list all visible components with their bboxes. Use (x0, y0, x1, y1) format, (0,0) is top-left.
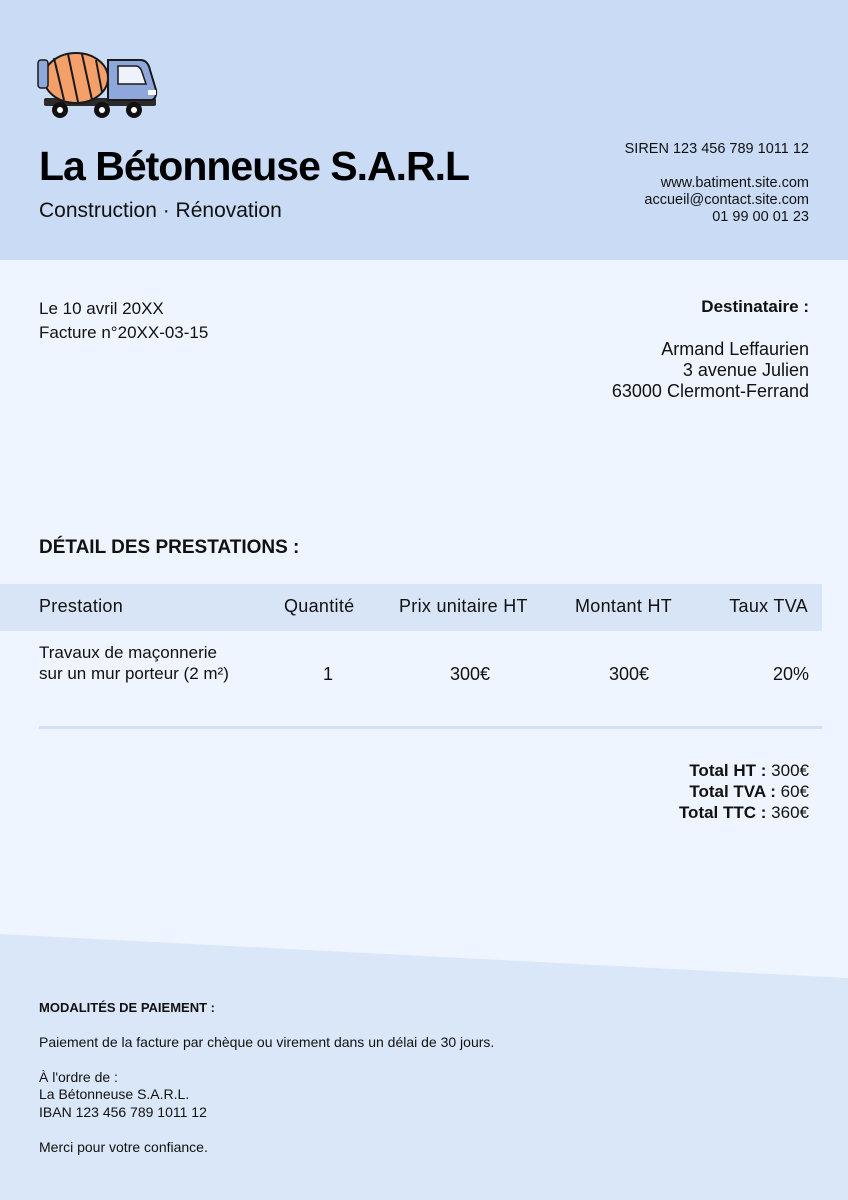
column-header-taux-tva: Taux TVA (729, 596, 808, 616)
table-divider (39, 726, 822, 729)
invoice-date: Le 10 avril 20XX (39, 299, 164, 318)
recipient-block (612, 296, 809, 402)
column-header-prix-unitaire: Prix unitaire HT (399, 596, 528, 616)
payment-payee: La Bétonneuse S.A.R.L. (39, 1086, 190, 1102)
totals-block (679, 760, 809, 823)
website-link[interactable]: www.batiment.site.com (660, 175, 809, 191)
payment-order-label: À l'ordre de : (39, 1068, 118, 1085)
company-name: La Bétonneuse S.A.R.L (39, 143, 470, 189)
payment-title: MODALITÉS DE PAIEMENT : (39, 1000, 215, 1015)
row-vat-rate: 20% (772, 664, 809, 684)
recipient-title: Destinataire : (701, 297, 809, 316)
recipient-street: 3 avenue Julien (682, 360, 809, 380)
column-header-montant: Montant HT (575, 596, 673, 616)
company-contact (625, 141, 809, 226)
total-tva (679, 781, 809, 802)
details-title: DÉTAIL DES PRESTATIONS : (39, 537, 300, 558)
company-tagline: Construction · Rénovation (39, 199, 282, 222)
recipient-name: Armand Leffaurien (661, 339, 809, 359)
payment-thanks: Merci pour votre confiance. (39, 1138, 208, 1155)
recipient-city: 63000 Clermont-Ferrand (611, 381, 809, 401)
email-link[interactable]: accueil@contact.site.com (644, 192, 809, 208)
total-ht (679, 760, 809, 781)
phone-number: 01 99 00 01 23 (712, 209, 809, 225)
row-unit-price: 300€ (450, 664, 491, 684)
total-ht-value: 300€ (771, 761, 809, 780)
total-tva-label: Total TVA : (689, 782, 776, 801)
total-ttc-value: 360€ (771, 803, 809, 822)
row-description: Travaux de maçonnerie sur un mur porteur (2 m²) (39, 643, 229, 683)
invoice-meta (39, 297, 208, 345)
total-tva-value: 60€ (780, 782, 809, 801)
row-amount: 300€ (609, 664, 650, 684)
total-ht-label: Total HT : (689, 761, 767, 780)
header-band (0, 0, 848, 260)
payment-conditions: Paiement de la facture par chèque ou virement dans un délai de 30 jours. (39, 1033, 495, 1050)
cement-mixer-truck-icon (36, 46, 162, 122)
total-ttc-label: Total TTC : (678, 803, 767, 822)
row-quantity: 1 (323, 664, 334, 684)
siren-number: SIREN 123 456 789 1011 12 (624, 141, 809, 157)
payment-iban: IBAN 123 456 789 1011 12 (39, 1103, 207, 1120)
total-ttc (679, 802, 809, 823)
column-header-quantite: Quantité (284, 596, 355, 616)
column-header-prestation: Prestation (39, 596, 124, 616)
invoice-number: Facture n°20XX-03-15 (39, 323, 209, 342)
payment-terms (39, 999, 494, 1156)
